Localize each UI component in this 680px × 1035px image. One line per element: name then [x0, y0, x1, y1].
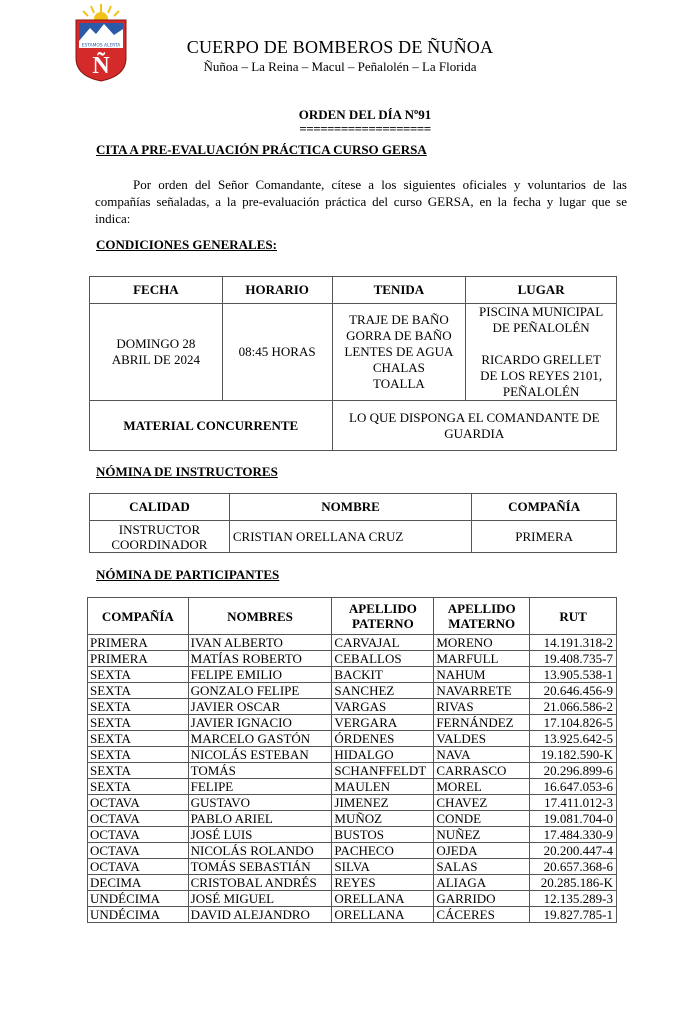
lugar-line: DE LOS REYES 2101,	[480, 368, 603, 383]
organization-name: CUERPO DE BOMBEROS DE ÑUÑOA	[186, 37, 494, 57]
participant-compania: SEXTA	[88, 763, 189, 779]
participant-nombres: JAVIER IGNACIO	[188, 715, 332, 731]
conditions-fecha	[90, 304, 223, 401]
participant-materno: NUÑEZ	[434, 827, 530, 843]
participant-paterno: CARVAJAL	[332, 635, 434, 651]
participant-paterno: SCHANFFELDT	[332, 763, 434, 779]
participant-nombres: GUSTAVO	[188, 795, 332, 811]
lugar-line: PEÑALOLÉN	[502, 384, 580, 399]
conditions-header-fecha: FECHA	[90, 277, 223, 304]
tenida-item: LENTES DE AGUA	[344, 344, 454, 359]
participant-nombres: IVAN ALBERTO	[188, 635, 332, 651]
conditions-header-tenida: TENIDA	[332, 277, 466, 304]
order-body-text: Por orden del Señor Comandante, cítese a los siguientes oficiales y voluntarios de las compañías señaladas, a la pre-evaluación práctica del curso GERSA, en la fecha y lugar que se indica:	[95, 177, 627, 226]
participant-rut: 20.296.899-6	[530, 763, 617, 779]
participant-materno: MORENO	[434, 635, 530, 651]
participant-paterno: SILVA	[332, 859, 434, 875]
participant-materno: CONDE	[434, 811, 530, 827]
instructors-heading: NÓMINA DE INSTRUCTORES	[96, 464, 278, 479]
table-row	[88, 715, 617, 731]
table-row	[88, 859, 617, 875]
participant-materno: GARRIDO	[434, 891, 530, 907]
participant-paterno: REYES	[332, 875, 434, 891]
participant-paterno: CEBALLOS	[332, 651, 434, 667]
participant-materno: MOREL	[434, 779, 530, 795]
lugar-line: DE PEÑALOLÉN	[492, 320, 590, 335]
participant-rut: 20.646.456-9	[530, 683, 617, 699]
participant-nombres: TOMÁS SEBASTIÁN	[188, 859, 332, 875]
conditions-material-row	[90, 401, 617, 451]
participant-materno: NAVA	[434, 747, 530, 763]
participant-nombres: JOSÉ MIGUEL	[188, 891, 332, 907]
participant-paterno: SANCHEZ	[332, 683, 434, 699]
order-title-rule: ===================	[299, 121, 431, 136]
participant-paterno: ORELLANA	[332, 907, 434, 923]
participant-paterno: BACKIT	[332, 667, 434, 683]
table-row	[88, 891, 617, 907]
instructors-header-compania: COMPAÑÍA	[472, 494, 617, 521]
participant-paterno: MAULEN	[332, 779, 434, 795]
conditions-lugar	[466, 304, 617, 401]
order-subject: CITA A PRE-EVALUACIÓN PRÁCTICA CURSO GERSA	[96, 142, 427, 157]
conditions-header-horario: HORARIO	[222, 277, 332, 304]
instructors-table	[89, 493, 617, 553]
table-row	[88, 763, 617, 779]
participant-paterno: JIMENEZ	[332, 795, 434, 811]
participant-paterno: ORELLANA	[332, 891, 434, 907]
instructors-header-calidad: CALIDAD	[90, 494, 230, 521]
participant-compania: SEXTA	[88, 747, 189, 763]
fire-department-shield-logo	[72, 2, 130, 82]
participant-rut: 19.827.785-1	[530, 907, 617, 923]
participants-header-rut: RUT	[530, 598, 617, 635]
lugar-spacer	[469, 336, 613, 352]
participant-rut: 17.484.330-9	[530, 827, 617, 843]
participant-compania: UNDÉCIMA	[88, 907, 189, 923]
participant-rut: 17.411.012-3	[530, 795, 617, 811]
fecha-line: DOMINGO 28	[116, 336, 196, 351]
table-row	[88, 683, 617, 699]
participant-compania: SEXTA	[88, 731, 189, 747]
participants-header-row	[88, 598, 617, 635]
table-row	[88, 651, 617, 667]
participant-rut: 19.182.590-K	[530, 747, 617, 763]
participant-materno: VALDES	[434, 731, 530, 747]
participant-compania: OCTAVA	[88, 827, 189, 843]
participant-nombres: GONZALO FELIPE	[188, 683, 332, 699]
logo-motto: ESTAMOS ALERTA	[81, 43, 121, 49]
participant-nombres: FELIPE EMILIO	[188, 667, 332, 683]
table-row	[88, 843, 617, 859]
instructor-row	[90, 521, 617, 553]
material-value	[332, 401, 616, 451]
participant-compania: SEXTA	[88, 699, 189, 715]
participant-paterno: HIDALGO	[332, 747, 434, 763]
participant-materno: CHAVEZ	[434, 795, 530, 811]
table-row	[88, 731, 617, 747]
participant-compania: OCTAVA	[88, 811, 189, 827]
participant-rut: 12.135.289-3	[530, 891, 617, 907]
table-row	[88, 827, 617, 843]
table-row	[88, 699, 617, 715]
participants-heading: NÓMINA DE PARTICIPANTES	[96, 567, 280, 582]
participant-nombres: PABLO ARIEL	[188, 811, 332, 827]
participant-compania: SEXTA	[88, 683, 189, 699]
table-row	[88, 875, 617, 891]
participant-rut: 20.200.447-4	[530, 843, 617, 859]
tenida-item: GORRA DE BAÑO	[346, 328, 452, 343]
participant-compania: OCTAVA	[88, 859, 189, 875]
participant-materno: CÁCERES	[434, 907, 530, 923]
participant-rut: 20.657.368-6	[530, 859, 617, 875]
participant-paterno: ÓRDENES	[332, 731, 434, 747]
logo-letter: Ñ	[92, 53, 110, 79]
participant-compania: OCTAVA	[88, 843, 189, 859]
participant-nombres: JOSÉ LUIS	[188, 827, 332, 843]
material-value-line: LO QUE DISPONGA EL COMANDANTE DE	[349, 409, 600, 425]
participants-table	[87, 597, 617, 923]
table-row	[88, 811, 617, 827]
participant-compania: DECIMA	[88, 875, 189, 891]
conditions-header-lugar: LUGAR	[466, 277, 617, 304]
participants-header-paterno: APELLIDO PATERNO	[332, 598, 434, 635]
table-row	[88, 779, 617, 795]
table-row	[88, 667, 617, 683]
participant-materno: FERNÁNDEZ	[434, 715, 530, 731]
participant-compania: SEXTA	[88, 667, 189, 683]
fecha-line: ABRIL DE 2024	[111, 352, 201, 367]
conditions-detail-row	[90, 304, 617, 401]
instructor-calidad	[90, 521, 230, 553]
participant-materno: OJEDA	[434, 843, 530, 859]
participant-paterno: BUSTOS	[332, 827, 434, 843]
participant-compania: UNDÉCIMA	[88, 891, 189, 907]
instructor-compania: PRIMERA	[472, 521, 617, 553]
conditions-header-row	[90, 277, 617, 304]
material-label: MATERIAL CONCURRENTE	[90, 401, 333, 451]
participant-rut: 13.925.642-5	[530, 731, 617, 747]
participant-compania: SEXTA	[88, 779, 189, 795]
tenida-item: CHALAS	[372, 360, 425, 375]
participant-paterno: PACHECO	[332, 843, 434, 859]
tenida-item: TOALLA	[373, 376, 425, 391]
table-row	[88, 635, 617, 651]
participants-body	[88, 635, 617, 923]
order-title: ORDEN DEL DÍA Nº91	[298, 107, 432, 122]
organization-communes: Ñuñoa – La Reina – Macul – Peñalolén – La Florida	[203, 59, 477, 74]
calidad-line: COORDINADOR	[111, 536, 208, 552]
participant-nombres: TOMÁS	[188, 763, 332, 779]
table-row	[88, 747, 617, 763]
lugar-line: PISCINA MUNICIPAL	[479, 304, 604, 319]
participant-nombres: NICOLÁS ESTEBAN	[188, 747, 332, 763]
participant-materno: CARRASCO	[434, 763, 530, 779]
participant-rut: 20.285.186-K	[530, 875, 617, 891]
participant-rut: 17.104.826-5	[530, 715, 617, 731]
participant-materno: NAVARRETE	[434, 683, 530, 699]
participant-materno: MARFULL	[434, 651, 530, 667]
participants-header-nombres: NOMBRES	[188, 598, 332, 635]
participant-materno: SALAS	[434, 859, 530, 875]
participants-header-materno: APELLIDO MATERNO	[434, 598, 530, 635]
participant-nombres: FELIPE	[188, 779, 332, 795]
table-row	[88, 795, 617, 811]
participant-nombres: MATÍAS ROBERTO	[188, 651, 332, 667]
material-value-line: GUARDIA	[444, 425, 505, 441]
participant-nombres: NICOLÁS ROLANDO	[188, 843, 332, 859]
instructor-nombre: CRISTIAN ORELLANA CRUZ	[229, 521, 471, 553]
participant-nombres: MARCELO GASTÓN	[188, 731, 332, 747]
participant-rut: 16.647.053-6	[530, 779, 617, 795]
instructors-header-row	[90, 494, 617, 521]
participant-paterno: VERGARA	[332, 715, 434, 731]
participants-header-compania: COMPAÑÍA	[88, 598, 189, 635]
participant-materno: ALIAGA	[434, 875, 530, 891]
order-body	[95, 176, 627, 227]
calidad-line: INSTRUCTOR	[118, 521, 201, 537]
conditions-horario: 08:45 HORAS	[222, 304, 332, 401]
participant-nombres: JAVIER OSCAR	[188, 699, 332, 715]
participant-rut: 19.408.735-7	[530, 651, 617, 667]
participant-materno: NAHUM	[434, 667, 530, 683]
participant-rut: 14.191.318-2	[530, 635, 617, 651]
participant-paterno: MUÑOZ	[332, 811, 434, 827]
conditions-table	[89, 276, 617, 451]
participant-nombres: CRISTOBAL ANDRÉS	[188, 875, 332, 891]
instructors-header-nombre: NOMBRE	[229, 494, 471, 521]
participant-nombres: DAVID ALEJANDRO	[188, 907, 332, 923]
participant-compania: OCTAVA	[88, 795, 189, 811]
tenida-item: TRAJE DE BAÑO	[349, 312, 449, 327]
table-row	[88, 907, 617, 923]
participant-paterno: VARGAS	[332, 699, 434, 715]
participant-rut: 19.081.704-0	[530, 811, 617, 827]
participant-materno: RIVAS	[434, 699, 530, 715]
lugar-line: RICARDO GRELLET	[481, 352, 601, 367]
participant-rut: 21.066.586-2	[530, 699, 617, 715]
participant-compania: PRIMERA	[88, 635, 189, 651]
conditions-heading: CONDICIONES GENERALES:	[96, 237, 277, 252]
participant-rut: 13.905.538-1	[530, 667, 617, 683]
participant-compania: PRIMERA	[88, 651, 189, 667]
conditions-tenida	[332, 304, 466, 401]
participant-compania: SEXTA	[88, 715, 189, 731]
